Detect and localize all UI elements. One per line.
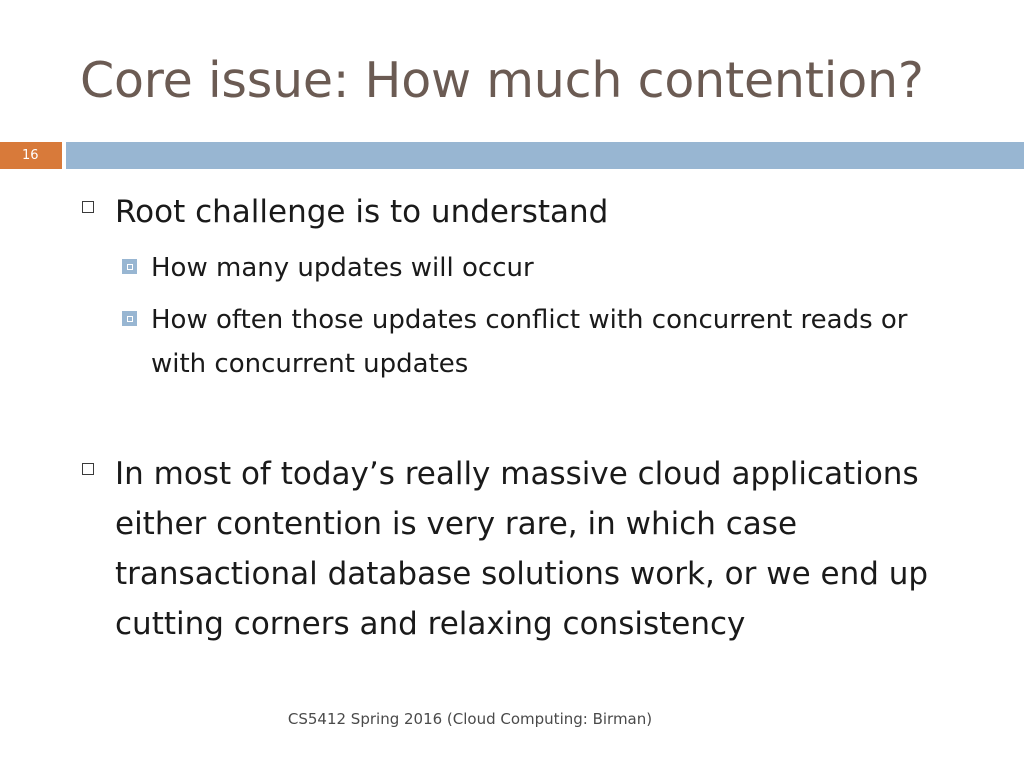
boxed-square-icon bbox=[122, 259, 137, 274]
hollow-square-icon bbox=[82, 463, 94, 475]
bullet-text: Root challenge is to understand bbox=[115, 194, 609, 230]
boxed-square-icon bbox=[122, 311, 137, 326]
bullet-text: In most of today’s really massive cloud applications either contention is very rare, in which case transactional database solutions work, or we end up cutting corners and relaxing consistency bbox=[115, 456, 929, 642]
sub-bullet-text: How often those updates conflict with concurrent reads or with concurrent updates bbox=[151, 305, 908, 379]
slide-footer: CS5412 Spring 2016 (Cloud Computing: Birman) bbox=[287, 710, 653, 728]
title-underline-bar bbox=[66, 142, 1024, 169]
sub-bullet-text: How many updates will occur bbox=[151, 253, 534, 283]
hollow-square-icon bbox=[82, 201, 94, 213]
slide-title: Core issue: How much contention? bbox=[80, 52, 924, 109]
slide-number: 16 bbox=[0, 142, 62, 169]
